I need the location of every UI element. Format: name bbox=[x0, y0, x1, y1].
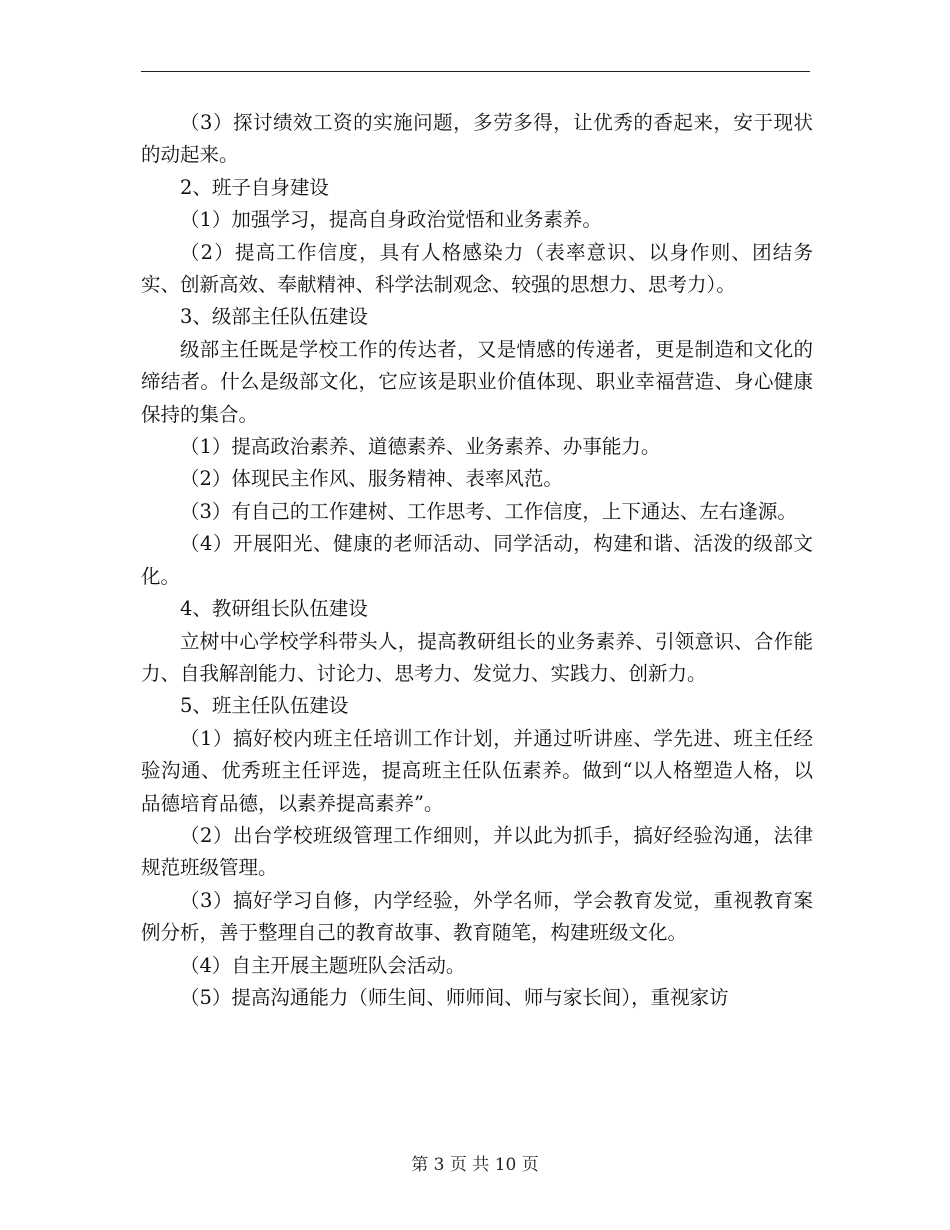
paragraph: （4）开展阳光、健康的老师活动、同学活动，构建和谐、活泼的级部文化。 bbox=[141, 532, 813, 588]
section-heading: 3、级部主任队伍建设 bbox=[180, 305, 368, 329]
paragraph: （5）提高沟通能力（师生间、师师间、师与家长间），重视家访 bbox=[180, 985, 729, 1009]
paragraph: （1）加强学习，提高自身政治觉悟和业务素养。 bbox=[180, 208, 602, 232]
section-heading: 2、班子自身建设 bbox=[180, 175, 329, 199]
section-heading: 5、班主任队伍建设 bbox=[180, 694, 349, 718]
document-body bbox=[141, 107, 813, 1014]
paragraph: （2）提高工作信度，具有人格感染力（表率意识、以身作则、团结务实、创新高效、奉献精神、科学法制观念、较强的思想力、思考力）。 bbox=[141, 240, 813, 297]
paragraph: 级部主任既是学校工作的传达者，又是情感的传递者，更是制造和文化的缔结者。什么是级部文化，它应该是职业价值体现、职业幸福营造、身心健康保持的集合。 bbox=[141, 337, 813, 426]
paragraph: 立树中心学校学科带头人，提高教研组长的业务素养、引领意识、合作能力、自我解剖能力、讨论力、思考力、发觉力、实践力、创新力。 bbox=[141, 629, 813, 685]
paragraph: （2）出台学校班级管理工作细则，并以此为抓手，搞好经验沟通，法律规范班级管理。 bbox=[141, 823, 813, 880]
paragraph: （1）搞好校内班主任培训工作计划，并通过听讲座、学先进、班主任经验沟通、优秀班主任评选，提高班主任队伍素养。做到“以人格塑造人格，以品德培育品德，以素养提高素养”。 bbox=[141, 726, 813, 815]
header-rule bbox=[141, 71, 810, 72]
paragraph: （3）探讨绩效工资的实施问题，多劳多得，让优秀的香起来，安于现状的动起来。 bbox=[141, 111, 813, 167]
paragraph: （4）自主开展主题班队会活动。 bbox=[180, 953, 466, 977]
paragraph: （1）提高政治素养、道德素养、业务素养、办事能力。 bbox=[180, 435, 661, 459]
page-number-footer: 第 3 页 共 10 页 bbox=[411, 1155, 539, 1175]
section-heading: 4、教研组长队伍建设 bbox=[180, 597, 368, 621]
paragraph: （2）体现民主作风、服务精神、表率风范。 bbox=[180, 467, 563, 491]
paragraph: （3）搞好学习自修，内学经验，外学名师，学会教育发觉，重视教育案例分析，善于整理自己的教育故事、教育随笔，构建班级文化。 bbox=[141, 888, 813, 945]
paragraph: （3）有自己的工作建树、工作思考、工作信度，上下通达、左右逢源。 bbox=[180, 499, 797, 523]
